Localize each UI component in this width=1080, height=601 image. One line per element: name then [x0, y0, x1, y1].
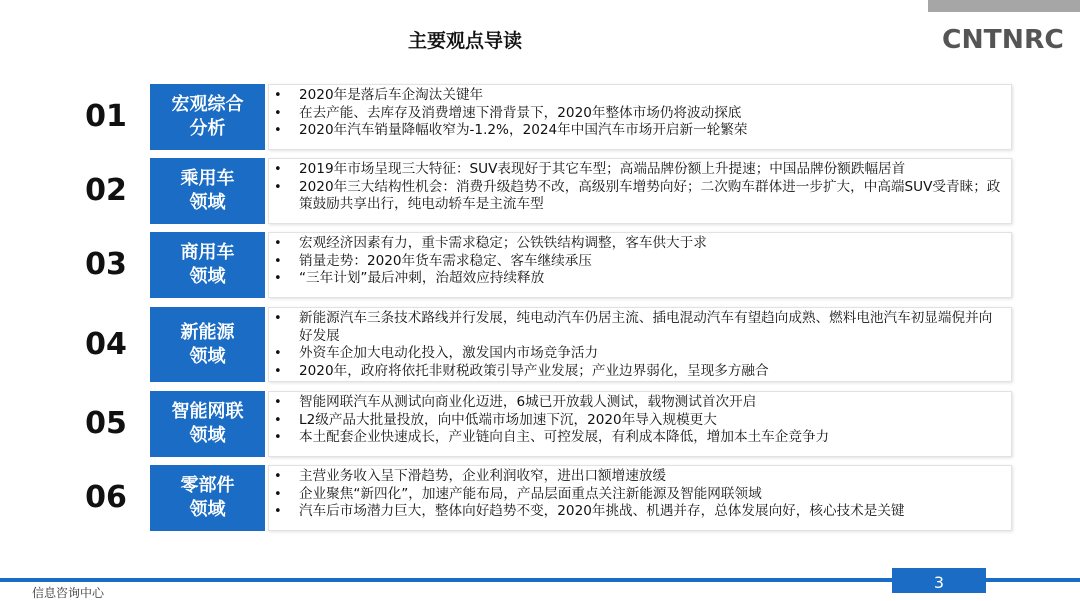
- bullet-point: • 外资车企加大电动化投入，激发国内市场竞争活力: [269, 345, 1003, 363]
- bullet-point: • 汽车后市场潜力巨大，整体向好趋势不变，2020年挑战、机遇并存，总体发展向好，核心技术是关键: [269, 503, 1003, 521]
- footer-source: 信息咨询中心: [32, 586, 105, 600]
- bullet-point: • 2020年汽车销量降幅收窄为-1.2%，2024年中国汽车市场开启新一轮繁荣: [269, 122, 1003, 140]
- section-points-box: [268, 84, 1012, 150]
- section-number: 02: [85, 173, 127, 208]
- section-category: [150, 158, 265, 224]
- category-label-line: 乘用车: [180, 168, 235, 189]
- section-number: 01: [85, 99, 127, 134]
- category-label-line: 商用车: [180, 242, 235, 263]
- bullet-point: • 本土配套企业快速成长，产业链向自主、可控发展，有利成本降低，增加本土车企竞争力: [269, 429, 1003, 447]
- page-number: 3: [892, 568, 986, 593]
- section-number: 03: [85, 247, 127, 282]
- bullet-point: • 新能源汽车三条技术路线并行发展，纯电动汽车仍居主流、插电混动汽车有望趋向成熟、燃料电池汽车初显端倪并向好发展: [269, 310, 1003, 345]
- bullet-point: • 企业聚焦“新四化”，加速产能布局，产品层面重点关注新能源及智能网联领域: [269, 486, 1003, 504]
- category-label-line: 领域: [189, 345, 226, 367]
- bullet-point: • L2级产品大批量投放，向中低端市场加速下沉，2020年导入规模更大: [269, 412, 1003, 430]
- section-points-box: [268, 465, 1012, 531]
- section-points-box: [268, 158, 1012, 224]
- section-row: [0, 465, 1080, 531]
- section-row: [0, 391, 1080, 457]
- section-number: 05: [85, 406, 127, 441]
- category-label-line: 分析: [189, 118, 226, 139]
- bullet-point: • 2019年市场呈现三大特征：SUV表现好于其它车型；高端品牌份额上升提速；中国品牌份额跌幅居首: [269, 161, 1003, 179]
- top-accent-bar: [928, 0, 1080, 12]
- bullet-point: • 2020年是落后车企淘汰关键年: [269, 87, 1003, 105]
- category-label-line: 宏观综合: [171, 94, 244, 115]
- section-points-box: [268, 307, 1012, 382]
- category-label-line: 智能网联: [171, 401, 244, 422]
- section-number: 04: [85, 327, 127, 362]
- bullet-point: • 在去产能、去库存及消费增速下滑背景下，2020年整体市场仍将波动探底: [269, 105, 1003, 123]
- bullet-point: • 2020年三大结构性机会：消费升级趋势不改，高级别车增势向好；二次购车群体进一步扩大，中高端SUV受青睐；政策鼓励共享出行，纯电动轿车是主流车型: [269, 179, 1003, 214]
- category-label-line: 零部件: [180, 475, 235, 496]
- section-number: 06: [85, 480, 127, 515]
- category-label-line: 领域: [189, 266, 226, 287]
- category-label-line: 领域: [189, 192, 226, 213]
- category-label-line: 领域: [189, 425, 226, 446]
- section-category: [150, 84, 265, 150]
- section-row: [0, 232, 1080, 298]
- section-row: [0, 158, 1080, 224]
- section-points-box: [268, 232, 1012, 298]
- bullet-point: • 主营业务收入呈下滑趋势，企业利润收窄，进出口额增速放缓: [269, 468, 1003, 486]
- section-category: [150, 465, 265, 531]
- bullet-point: • “三年计划”最后冲刺，治超效应持续释放: [269, 270, 1003, 288]
- bullet-point: • 2020年，政府将依托非财税政策引导产业发展；产业边界弱化，呈现多方融合: [269, 363, 1003, 381]
- page-title: 主要观点导读: [407, 30, 522, 52]
- bullet-point: • 宏观经济因素有力，重卡需求稳定；公铁铁结构调整，客车供大于求: [269, 235, 1003, 253]
- brand-logo: CNTNRC: [942, 25, 1064, 55]
- section-points-box: [268, 391, 1012, 457]
- bullet-point: • 智能网联汽车从测试向商业化迈进，6城已开放载人测试，载物测试首次开启: [269, 394, 1003, 412]
- bullet-point: • 销量走势：2020年货车需求稳定、客车继续承压: [269, 253, 1003, 271]
- section-row: [0, 84, 1080, 150]
- category-label-line: 领域: [189, 499, 226, 520]
- section-row: [0, 307, 1080, 382]
- section-category: [150, 232, 265, 298]
- section-category: [150, 307, 265, 382]
- category-label-line: 新能源: [180, 321, 235, 343]
- section-category: [150, 391, 265, 457]
